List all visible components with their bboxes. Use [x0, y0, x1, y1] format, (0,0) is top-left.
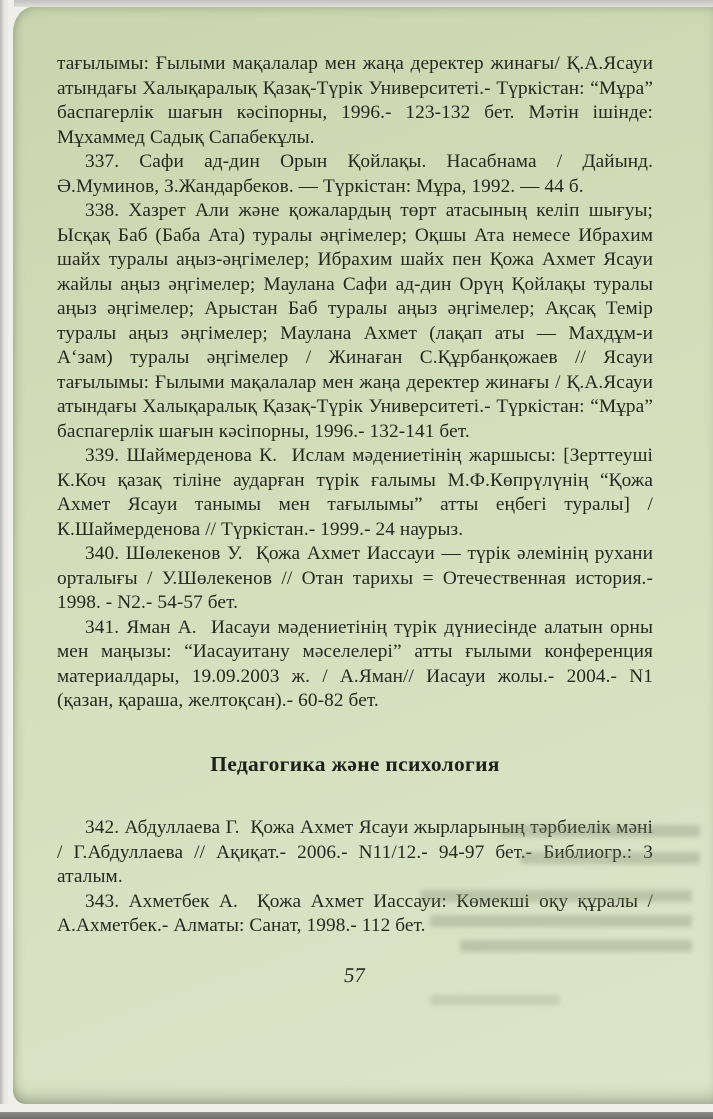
bib-entry-339: 339. Шаймерденова К. Ислам мәдениетінің жаршысы: [Зерттеуші К.Коч қазақ тіліне аударған түрік ғалымы М.Ф.Көпрүлүнің “Қожа Ахмет Ясауи танымы мен тағылымы” атты еңбегі туралы] / К.Шаймерденова // Түркістан.- 1999.- 24 наурыз. [57, 445, 653, 540]
page-number-value: 57 [342, 962, 368, 987]
page-number [57, 963, 653, 988]
page-bottom-edge [0, 1104, 713, 1112]
section-heading: Педагогика және психология [210, 751, 500, 776]
bibliography-text-block [57, 52, 653, 987]
bib-entry-341: 341. Яман А. Иасауи мәдениетінің түрік дүниесінде алатын орны мен маңызы: “Иасауитану мәселелері” атты ғылыми конференция материалдары, 19.09.2003 ж. / А.Яман// Иасауи жолы.- 2004.- N1 (қазан, қараша, желтоқсан).- 60-82 бет. [57, 616, 653, 711]
scanner-edge-left [0, 0, 14, 1119]
book-page [13, 7, 713, 1104]
scanner-edge-top [0, 0, 713, 7]
scanner-edge-bottom [0, 1112, 713, 1119]
bib-entry-343: 343. Ахметбек А. Қожа Ахмет Иассауи: Көмекші оқу құралы / А.Ахметбек.- Алматы: Санат, 1998.- 112 бет. [57, 890, 653, 936]
bib-entry-338: 338. Хазрет Али және қожалардың төрт атасының келіп шығуы; Ысқақ Баб (Баба Ата) туралы әңгімелер; Оқшы Ата немесе Ибрахим шайх туралы аңыз-әңгімелер; Ибрахим шайх пен Қожа Ахмет Ясауи жайлы аңыз әңгімелер; Маулана Сафи ад-дин Орүң Қойлақы туралы аңыз әңгімелер; Арыстан Баб туралы аңыз әңгімелер; Ақсақ Темір туралы аңыз әңгімелер; Маулана Ахмет (лақап аты — Махдұм-и А‘зам) туралы әңгімелер / Жинаған С.Құрбанқожаев // Ясауи тағылымы: Ғылыми мақалалар мен жаңа деректер жинағы / Қ.А.Ясауи атындағы Халықаралық Қазақ-Түрік Университеті.- Түркістан: “Мұра” баспагерлік шағын кәсіпорны, 1996.- 132-141 бет. [57, 200, 653, 442]
bib-entry-337: 337. Сафи ад-дин Орын Қойлақы. Насабнама / Дайынд. Ә.Муминов, З.Жандарбеков. — Түркістан: Мұра, 1992. — 44 б. [57, 151, 653, 197]
bib-entry-340: 340. Шөлекенов У. Қожа Ахмет Иассауи — түрік әлемінің рухани орталығы / У.Шөлекенов // Отан тарихы = Отечественная история.- 1998. - N2.- 54-57 бет. [57, 543, 653, 613]
bib-entry-continuation: тағылымы: Ғылыми мақалалар мен жаңа деректер жинағы/ Қ.А.Ясауи атындағы Халықаралық Қазақ-Түрік Университеті.- Түркістан: “Мұра” баспагерлік шағын кәсіпорны, 1996.- 123-132 бет. Мәтін ішінде: Мұхаммед Садық Сапабекұлы. [57, 53, 653, 148]
print-bleed-artifact [430, 995, 560, 1005]
bib-entry-342: 342. Абдуллаева Г. Қожа Ахмет Ясауи жырларының тәрбиелік мәні / Г.Абдуллаева // Ақиқат.- 2006.- N11/12.- 94-97 бет.- Библиогр.: 3 аталым. [57, 817, 653, 887]
